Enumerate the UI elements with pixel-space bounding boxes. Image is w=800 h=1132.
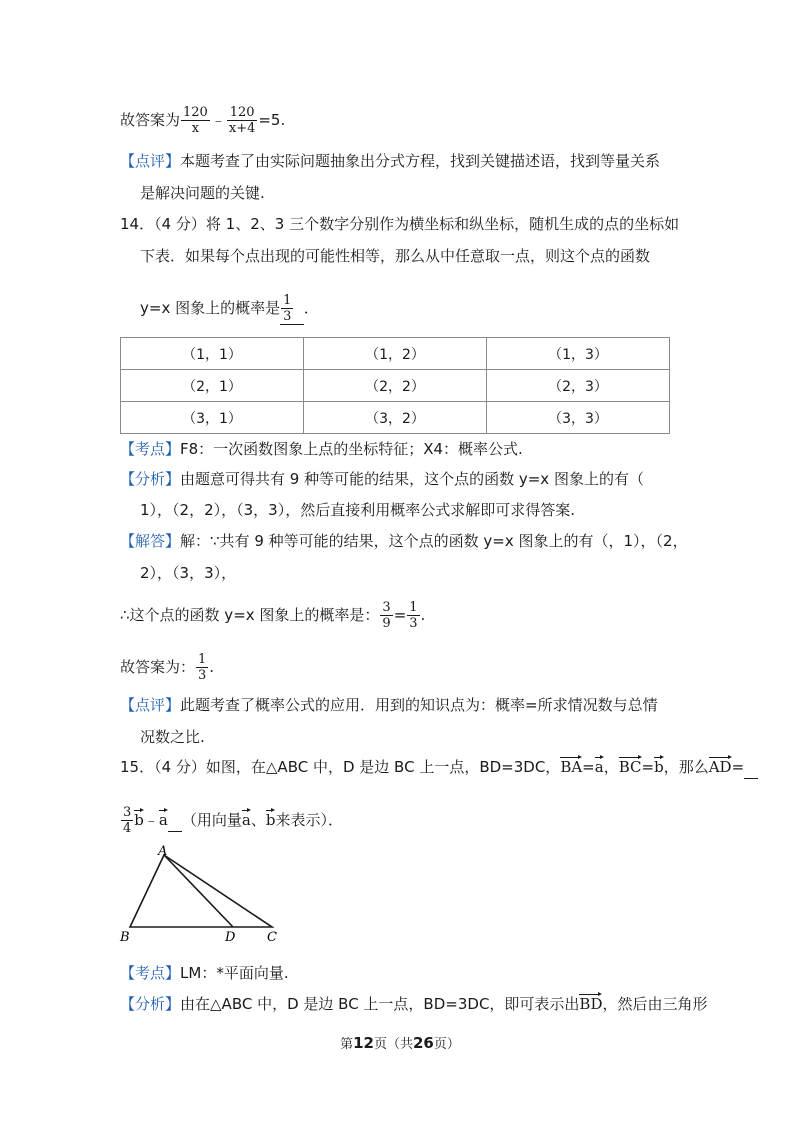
table-row: [121, 370, 670, 402]
label-b: B: [120, 930, 130, 945]
fraction: $\frac{3}{4}$: [123, 805, 132, 836]
vector-arrow-icon: [242, 808, 251, 814]
table-row: [121, 402, 670, 434]
table-cell: （2，2）: [304, 370, 487, 402]
fraction: $\frac{3}{9}$: [382, 600, 391, 631]
q14-fenxi-line1: 【分析】由题意可得共有 9 种等可能的结果，这个点的函数 y=x 图象上的有（: [120, 470, 644, 488]
table-cell: （2，3）: [487, 370, 670, 402]
vector-arrow-icon: [560, 755, 582, 761]
segment-ad: [164, 855, 233, 927]
answer-blank: [168, 809, 182, 832]
q14-answer-line: 故答案为： $\frac{1}{3}$ .: [120, 652, 215, 683]
q14-therefore-line: ∴这个点的函数 y=x 图象上的概率是： $\frac{3}{9}$ = $\frac{1}{3}$ .: [120, 600, 426, 631]
vector-a: a: [242, 808, 251, 827]
vector-arrow-icon: [709, 755, 732, 761]
vector-bd: BD: [579, 992, 602, 1011]
vector-b: b: [654, 755, 664, 774]
coordinate-table: [120, 337, 670, 434]
vector-ad: AD: [709, 755, 732, 774]
q14-fenxi-line2: 1），（2，2），（3，3），然后直接利用概率公式求解即可求得答案.: [140, 501, 575, 519]
fraction: $\frac{1}{3}$: [198, 652, 207, 683]
vector-arrow-icon: [619, 755, 642, 761]
vector-bc: BC: [619, 755, 642, 774]
table-row: [121, 338, 670, 370]
q14-stem-line1: 14．（4 分）将 1、2、3 三个数字分别作为横坐标和纵坐标，随机生成的点的坐标如: [120, 215, 680, 233]
vector-arrow-icon: [159, 808, 168, 814]
answer-blank: [744, 756, 758, 779]
q13-comment-line1: 【点评】本题考查了由实际问题抽象出分式方程，找到关键描述语，找到等量关系: [120, 152, 661, 170]
fraction: $\frac{1}{3}$: [409, 600, 418, 631]
page-number: 12: [353, 1034, 374, 1052]
page-footer: 第12页（共26页）: [340, 1034, 460, 1052]
table-cell: （1，3）: [487, 338, 670, 370]
q15-stem-line2: $\frac{3}{4}$ b﹣ a （用向量 a、 b来表示）．: [123, 805, 343, 836]
q15-stem-line1: 15．（4 分）如图，在△ABC 中，D 是边 BC 上一点，BD=3DC， BA= a， BC= b，那么 AD=: [120, 755, 758, 779]
table-cell: （1，2）: [304, 338, 487, 370]
vector-a: a: [159, 808, 168, 827]
q14-kaodian: 【考点】F8：一次函数图象上点的坐标特征；X4：概率公式.: [120, 440, 523, 458]
table-cell: （3，1）: [121, 402, 304, 434]
fraction: $\frac{1}{3}$: [283, 293, 292, 324]
q15-fenxi-line1: 【分析】由在△ABC 中，D 是边 BC 上一点，BD=3DC，即可表示出 BD，然后由三角形: [120, 992, 708, 1015]
vector-arrow-icon: [134, 808, 144, 814]
fraction: $\frac{120}{x+4}$: [228, 105, 256, 136]
table-cell: （1，1）: [121, 338, 304, 370]
page-total: 26: [413, 1034, 434, 1052]
table-cell: （2，1）: [121, 370, 304, 402]
table-cell: （3，3）: [487, 402, 670, 434]
label-a: A: [158, 844, 168, 859]
q14-dianping-line1: 【点评】此题考查了概率公式的应用．用到的知识点为：概率=所求情况数与总情: [120, 696, 658, 714]
vector-a: a: [595, 755, 604, 774]
vector-arrow-icon: [579, 992, 602, 998]
q13-comment-line2: 是解决问题的关键.: [140, 184, 265, 202]
vector-b: b: [266, 808, 276, 827]
label-c: C: [267, 930, 277, 945]
triangle-figure: [118, 842, 298, 947]
table-cell: （3，2）: [304, 402, 487, 434]
q13-answer-line: 故答案为 $\frac{120}{x}$ ﹣ $\frac{120}{x+4}$ =5.: [120, 105, 286, 136]
answer-blank: [280, 293, 304, 325]
label-d: D: [225, 930, 236, 945]
vector-ba: BA: [560, 755, 582, 774]
vector-arrow-icon: [266, 808, 276, 814]
q15-kaodian: 【考点】LM：*平面向量.: [120, 964, 289, 982]
fraction: $\frac{120}{x}$: [183, 105, 208, 136]
q14-stem-line2: 下表．如果每个点出现的可能性相等，那么从中任意取一点，则这个点的函数: [140, 247, 651, 265]
q14-jieda-line1: 【解答】解：∵共有 9 种等可能的结果，这个点的函数 y=x 图象上的有（，1），（2，: [120, 532, 688, 550]
vector-arrow-icon: [654, 755, 664, 761]
triangle-abc: [130, 855, 272, 927]
q14-dianping-line2: 况数之比.: [140, 728, 205, 746]
q14-jieda-line2: 2），（3，3），: [140, 564, 237, 582]
vector-b: b: [134, 808, 144, 827]
vector-arrow-icon: [595, 755, 604, 761]
q14-stem-line3: y=x 图象上的概率是 $\frac{1}{3}$ ．: [140, 293, 319, 324]
